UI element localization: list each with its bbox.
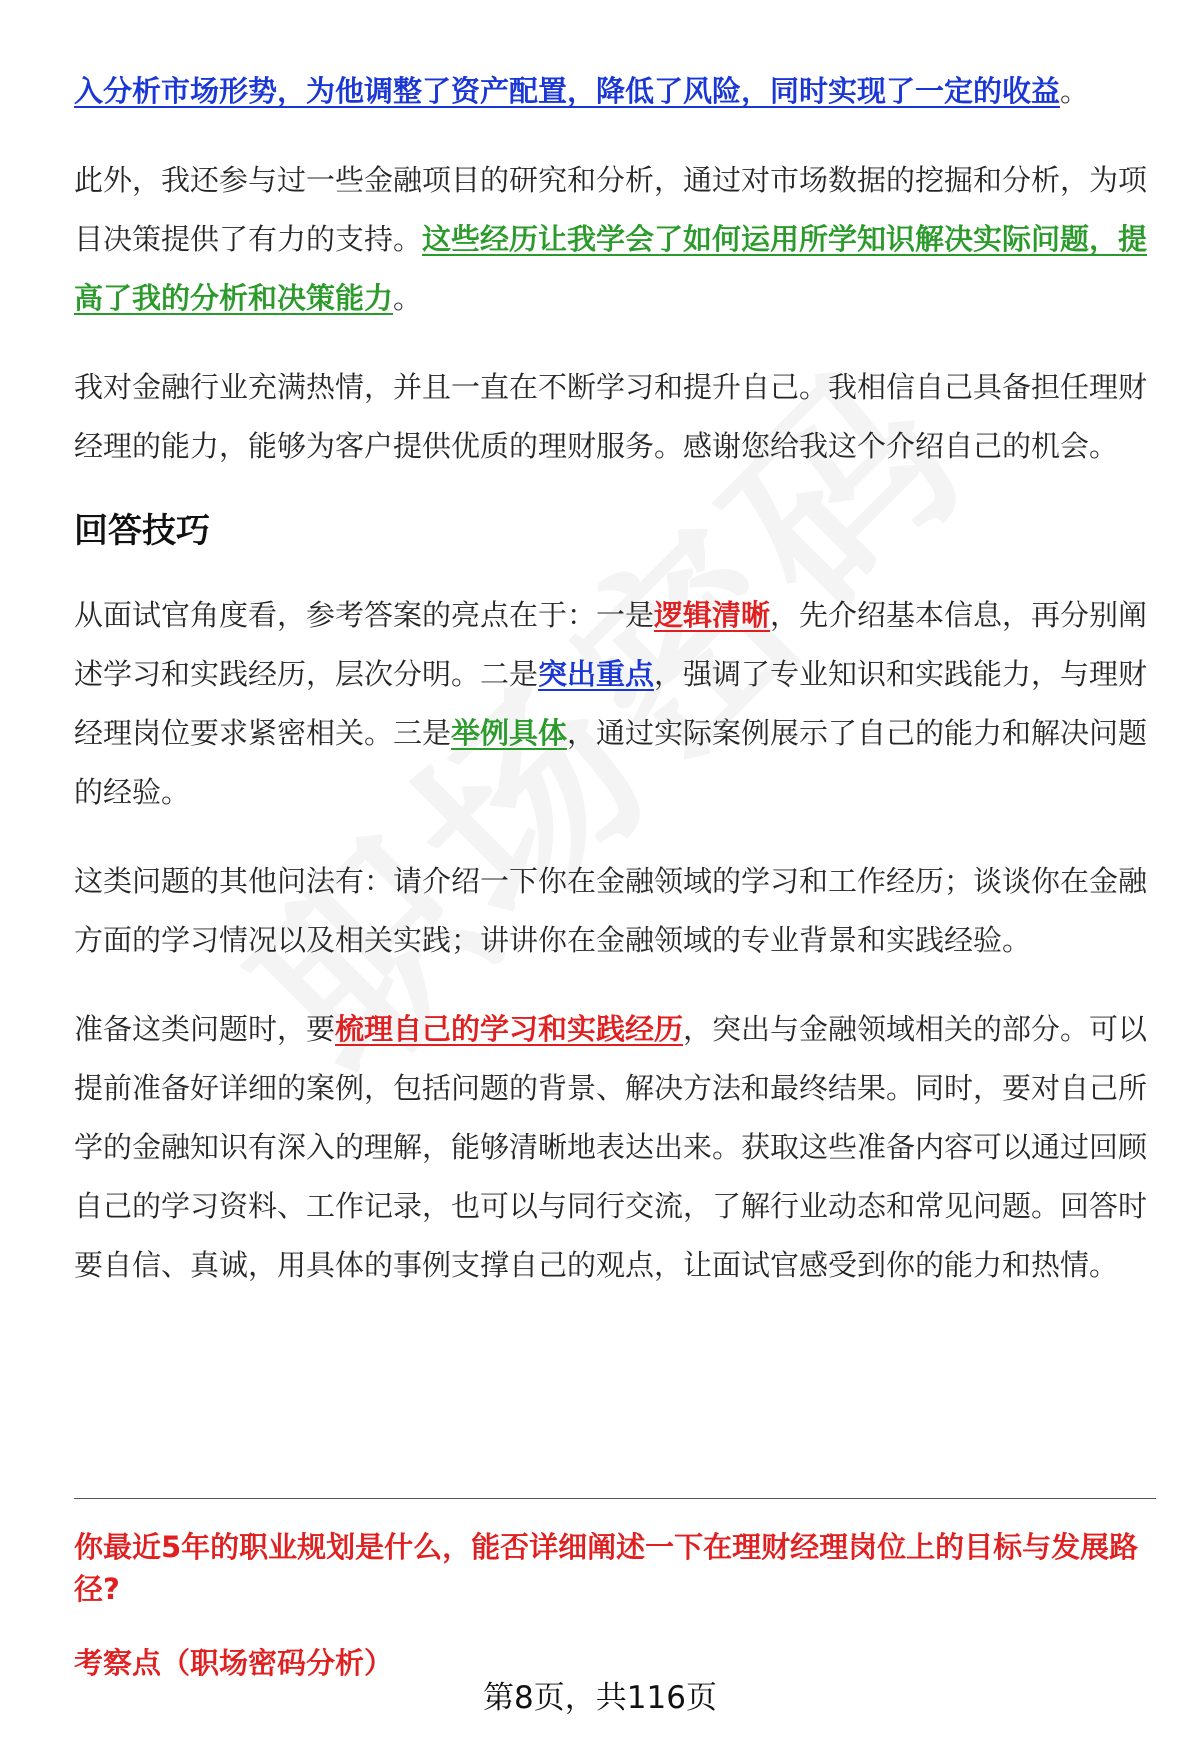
paragraph-4-text-1: 从面试官角度看，参考答案的亮点在于：一是 [74, 598, 655, 632]
paragraph-4-text-2: ，先介绍基本信息，再分别阐述学习和实践经历，层次分明。二是 [74, 598, 1148, 691]
highlight-key-points: 突出重点 [538, 657, 655, 691]
highlight-blue: 入分析市场形势，为他调整了资产配置，降低了风险，同时实现了一定的收益 [74, 74, 1061, 108]
highlight-examples: 举例具体 [451, 716, 568, 750]
highlight-logic-clear: 逻辑清晰 [654, 598, 771, 632]
paragraph-6-text-1: 准备这类问题时，要 [74, 1012, 336, 1046]
paragraph-6-text-2: ，突出与金融领域相关的部分。可以提前准备好详细的案例，包括问题的背景、解决方法和最终结果。同时，要对自己所学的金融知识有深入的理解，能够清晰地表达出来。获取这些准备内容可以通过回顾自己的学习资料、工作记录，也可以与同行交流，了解行业动态和常见问题。回答时要自信、真诚，用具体的事例支撑自己的观点，让面试官感受到你的能力和热情。 [74, 1012, 1148, 1282]
section-heading: 回答技巧 [74, 511, 210, 551]
paragraph-6 [74, 1000, 1154, 1295]
paragraph-4-text-3: ，强调了专业知识和实践能力，与理财经理岗位要求紧密相关。三是 [74, 657, 1148, 750]
paragraph-2 [74, 151, 1154, 328]
highlight-review-experience: 梳理自己的学习和实践经历 [335, 1012, 684, 1046]
page-number: 第8页，共116页 [483, 1680, 717, 1716]
paragraph-2-end: 。 [393, 281, 423, 315]
exam-point-label: 考察点（职场密码分析） [74, 1646, 394, 1680]
section-divider [74, 1498, 1156, 1499]
paragraph-1 [74, 62, 1154, 121]
document-body [74, 62, 1154, 1295]
paragraph-3: 我对金融行业充满热情，并且一直在不断学习和提升自己。我相信自己具备担任理财经理的能力，能够为客户提供优质的理财服务。感谢您给我这个介绍自己的机会。 [74, 370, 1148, 463]
paragraph-2-text: 此外，我还参与过一些金融项目的研究和分析，通过对市场数据的挖掘和分析，为项目决策提供了有力的支持。 [74, 163, 1148, 256]
paragraph-1-end: 。 [1060, 74, 1090, 108]
paragraph-5: 这类问题的其他问法有：请介绍一下你在金融领域的学习和工作经历；谈谈你在金融方面的学习情况以及相关实践；讲讲你在金融领域的专业背景和实践经验。 [74, 864, 1148, 957]
paragraph-4 [74, 586, 1154, 822]
paragraph-4-text-4: ，通过实际案例展示了自己的能力和解决问题的经验。 [74, 716, 1148, 809]
next-question: 你最近5年的职业规划是什么，能否详细阐述一下在理财经理岗位上的目标与发展路径? [74, 1530, 1139, 1606]
highlight-green: 这些经历让我学会了如何运用所学知识解决实际问题，提高了我的分析和决策能力 [74, 222, 1148, 315]
